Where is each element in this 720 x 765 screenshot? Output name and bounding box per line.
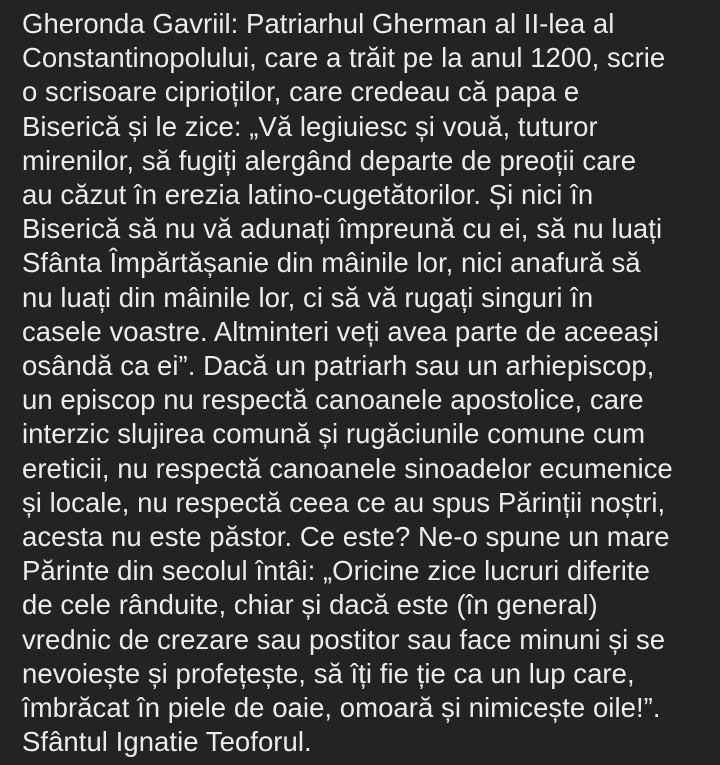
message-line-22: Sfântul Ignatie Teoforul.	[22, 726, 312, 758]
message-line-9: nu luați din mâinile lor, ci să vă rugați singuri în	[22, 281, 594, 313]
message-line-20: nevoiește și profețește, să îți fie ție ca un lup care,	[22, 657, 635, 689]
message-text	[22, 7, 712, 759]
message-line-6: au căzut în erezia latino-cugetătorilor. Și nici în	[22, 179, 594, 211]
message-line-7: Biserică să nu vă adunați împreună cu ei, să nu luați	[22, 213, 663, 245]
message-line-5: mirenilor, să fugiți alergând departe de preoții care	[22, 144, 637, 176]
message-line-12: un episcop nu respectă canoanele apostolice, care	[22, 384, 644, 416]
message-line-10: casele voastre. Altminteri veți avea parte de aceeași	[22, 315, 660, 347]
message-line-3: o scrisoare ciprioților, care credeau că papa e	[22, 76, 580, 108]
message-line-16: acesta nu este păstor. Ce este? Ne-o spune un mare	[22, 521, 670, 553]
message-line-17: Părinte din secolul întâi: „Oricine zice lucruri diferite	[22, 555, 650, 587]
message-line-8: Sfânta Împărtășanie din mâinile lor, nici anafură să	[22, 247, 641, 279]
message-line-14: ereticii, nu respectă canoanele sinoadelor ecumenice	[22, 452, 673, 484]
message-line-4: Biserică și le zice: „Vă legiuiesc și vouă, tuturor	[22, 110, 598, 142]
message-line-13: interzic slujirea comună și rugăciunile comune cum	[22, 418, 646, 450]
message-line-1: Gheronda Gavriil: Patriarhul Gherman al II-lea al	[22, 8, 615, 39]
message-line-18: de cele rânduite, chiar și dacă este (în general)	[22, 589, 598, 621]
message-line-15: și locale, nu respectă ceea ce au spus Părinții noștri,	[22, 486, 666, 518]
message-line-19: vrednic de crezare sau postitor sau face minuni și se	[22, 623, 666, 655]
message-line-2: Constantinopolului, care a trăit pe la anul 1200, scrie	[22, 42, 666, 74]
message-line-21: îmbrăcat în piele de oaie, omoară și nimicește oile!”.	[22, 692, 661, 724]
message-line-11: osândă ca ei”. Dacă un patriarh sau un arhiepiscop,	[22, 350, 655, 382]
